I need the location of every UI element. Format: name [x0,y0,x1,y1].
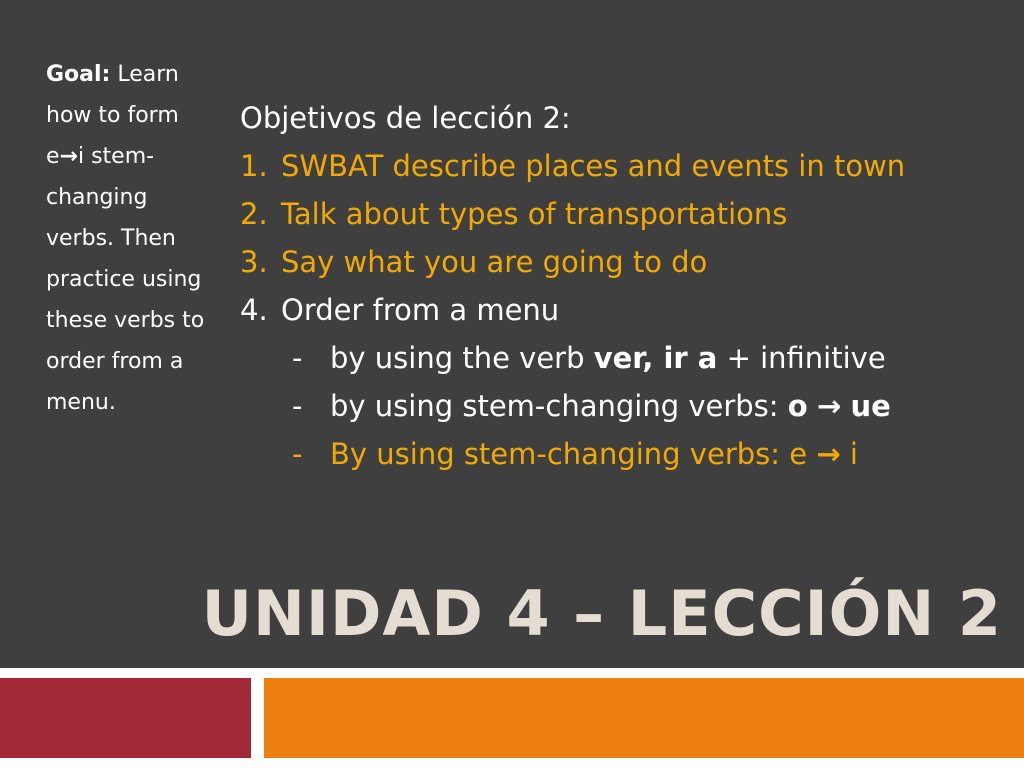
objectives-list [240,94,1020,478]
sub-objective-3 [240,430,1020,478]
objective-number: 4. [240,293,268,327]
arrow-right-icon: → [816,389,842,423]
sub-objective-text [330,334,886,382]
goal-text-part2: i stem-changing verbs. Then practice using these verbs to order from a menu. [46,144,205,415]
sub-text-a: By using stem-changing verbs: e [330,437,817,471]
dash-bullet: - [292,389,303,423]
dash-bullet: - [292,341,303,375]
dash-bullet: - [292,437,303,471]
objective-item-3 [240,238,1020,286]
slide-title: UNIDAD 4 – LECCIÓN 2 [201,577,1002,650]
goal-label: Goal: [46,62,111,87]
sub-text-a: by using the verb [330,341,594,375]
goal-text-part1: Learn how to form e [46,62,179,169]
sub-objective-1 [240,334,1020,382]
objective-item-1 [240,142,1020,190]
objective-text: Order from a menu [281,293,560,327]
goal-text [46,54,221,423]
objective-text: SWBAT describe places and events in town [281,149,906,183]
objective-number: 3. [240,245,268,279]
sub-bold: ver, ir a [593,341,718,375]
arrow-right-icon: → [816,437,841,471]
sub-text-b: + infinitive [717,341,886,375]
objective-text: Say what you are going to do [281,245,708,279]
objective-number: 2. [240,197,268,231]
objective-number: 1. [240,149,268,183]
sub-bold-b: ue [850,389,891,423]
sub-text-b: i [840,437,858,471]
footer-bar-orange [264,678,1024,758]
sub-objective-text [330,382,891,430]
sub-objective-text [330,430,858,478]
footer-bar-red [0,678,251,758]
sub-bold-a: o [787,389,808,423]
objective-item-4 [240,286,1020,334]
sub-objective-2 [240,382,1020,430]
objective-text: Talk about types of transportations [281,197,788,231]
sub-text-a: by using stem-changing verbs: [330,389,788,423]
objective-item-2 [240,190,1020,238]
objectives-title: Objetivos de lección 2: [240,101,571,135]
arrow-right-icon: → [59,144,78,169]
